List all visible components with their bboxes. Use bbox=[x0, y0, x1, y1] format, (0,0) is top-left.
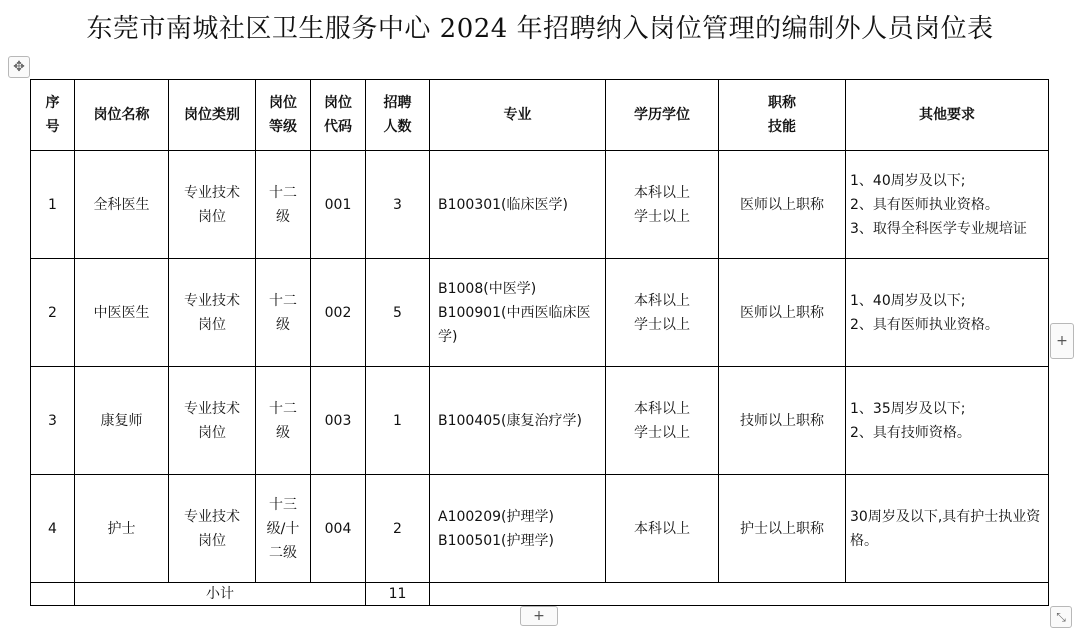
subtotal-count[interactable]: 11 bbox=[366, 583, 430, 606]
table-cell[interactable]: 专业技术 岗位 bbox=[169, 259, 256, 367]
recruitment-table bbox=[30, 79, 1049, 606]
header-cell: 专业 bbox=[430, 80, 606, 151]
header-cell: 序 号 bbox=[31, 80, 75, 151]
table-cell[interactable]: 4 bbox=[31, 475, 75, 583]
table-cell[interactable] bbox=[430, 583, 1049, 606]
subtotal-row bbox=[31, 583, 1049, 606]
table-cell[interactable]: 本科以上 学士以上 bbox=[606, 259, 719, 367]
table-cell[interactable]: 专业技术 岗位 bbox=[169, 367, 256, 475]
header-cell: 岗位类别 bbox=[169, 80, 256, 151]
table-cell[interactable]: 医师以上职称 bbox=[719, 259, 846, 367]
table-cell[interactable]: 1、40周岁及以下; 2、具有医师执业资格。 3、取得全科医学专业规培证 bbox=[846, 151, 1049, 259]
header-cell: 岗位名称 bbox=[75, 80, 169, 151]
table-cell[interactable]: B1008(中医学) B100901(中西医临床医学) bbox=[430, 259, 606, 367]
table-header-row bbox=[31, 80, 1049, 151]
table-cell[interactable]: 全科医生 bbox=[75, 151, 169, 259]
table-cell[interactable]: 本科以上 学士以上 bbox=[606, 367, 719, 475]
table-cell[interactable]: 30周岁及以下,具有护士执业资格。 bbox=[846, 475, 1049, 583]
table-cell[interactable]: 1、40周岁及以下; 2、具有医师执业资格。 bbox=[846, 259, 1049, 367]
header-cell: 其他要求 bbox=[846, 80, 1049, 151]
header-cell: 学历学位 bbox=[606, 80, 719, 151]
table-cell[interactable]: 专业技术 岗位 bbox=[169, 475, 256, 583]
document-title: 东莞市南城社区卫生服务中心 2024 年招聘纳入岗位管理的编制外人员岗位表 bbox=[86, 14, 994, 44]
table-cell[interactable]: 1 bbox=[366, 367, 430, 475]
table-cell[interactable]: 专业技术 岗位 bbox=[169, 151, 256, 259]
add-row-button[interactable]: + bbox=[520, 606, 558, 626]
table-cell[interactable]: 本科以上 bbox=[606, 475, 719, 583]
table-cell[interactable]: 001 bbox=[311, 151, 366, 259]
table-cell[interactable]: 十二 级 bbox=[256, 367, 311, 475]
table-cell[interactable]: 5 bbox=[366, 259, 430, 367]
table-cell[interactable]: 十二 级 bbox=[256, 151, 311, 259]
table-row bbox=[31, 475, 1049, 583]
subtotal-label[interactable]: 小计 bbox=[75, 583, 366, 606]
table-cell[interactable]: B100301(临床医学) bbox=[430, 151, 606, 259]
table-cell[interactable]: 1 bbox=[31, 151, 75, 259]
table-cell[interactable]: 医师以上职称 bbox=[719, 151, 846, 259]
table-cell[interactable]: 3 bbox=[31, 367, 75, 475]
table-cell[interactable]: 2 bbox=[31, 259, 75, 367]
table-cell[interactable]: 十二 级 bbox=[256, 259, 311, 367]
table-cell[interactable]: 003 bbox=[311, 367, 366, 475]
move-icon[interactable]: ✥ bbox=[8, 56, 30, 78]
table-cell[interactable]: B100405(康复治疗学) bbox=[430, 367, 606, 475]
table-cell[interactable]: 护士以上职称 bbox=[719, 475, 846, 583]
table-cell[interactable] bbox=[31, 583, 75, 606]
table-row bbox=[31, 367, 1049, 475]
header-cell: 职称 技能 bbox=[719, 80, 846, 151]
table-cell[interactable]: 中医医生 bbox=[75, 259, 169, 367]
header-cell: 岗位 代码 bbox=[311, 80, 366, 151]
table-cell[interactable]: 1、35周岁及以下; 2、具有技师资格。 bbox=[846, 367, 1049, 475]
table-cell[interactable]: A100209(护理学) B100501(护理学) bbox=[430, 475, 606, 583]
add-column-button[interactable]: + bbox=[1050, 323, 1074, 359]
header-cell: 岗位 等级 bbox=[256, 80, 311, 151]
table-cell[interactable]: 十三 级/十 二级 bbox=[256, 475, 311, 583]
table-cell[interactable]: 2 bbox=[366, 475, 430, 583]
table-row bbox=[31, 259, 1049, 367]
resize-icon[interactable]: ⤡ bbox=[1050, 606, 1072, 628]
table-cell[interactable]: 3 bbox=[366, 151, 430, 259]
table-cell[interactable]: 护士 bbox=[75, 475, 169, 583]
table-cell[interactable]: 004 bbox=[311, 475, 366, 583]
header-cell: 招聘 人数 bbox=[366, 80, 430, 151]
table-cell[interactable]: 002 bbox=[311, 259, 366, 367]
table-cell[interactable]: 本科以上 学士以上 bbox=[606, 151, 719, 259]
table-cell[interactable]: 康复师 bbox=[75, 367, 169, 475]
table-row bbox=[31, 151, 1049, 259]
table-cell[interactable]: 技师以上职称 bbox=[719, 367, 846, 475]
